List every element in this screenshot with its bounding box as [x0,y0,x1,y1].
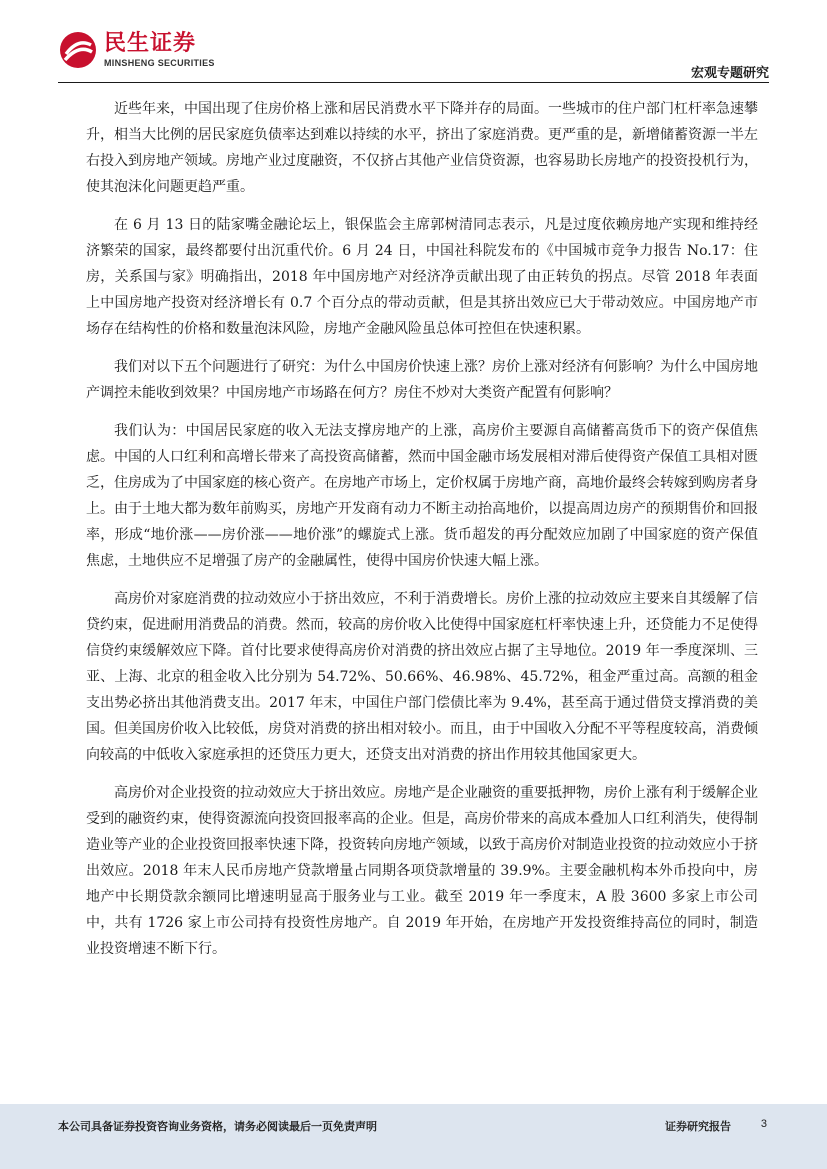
footer-disclaimer: 本公司具备证券投资咨询业务资格，请务必阅读最后一页免责声明 [58,1120,377,1133]
page-header [0,0,827,80]
paragraph-view: 我们认为：中国居民家庭的收入无法支撑房地产的上涨，高房价主要源自高储蓄高货币下的资产保值焦虑。中国的人口红利和高增长带来了高投资高储蓄，然而中国金融市场发展相对滞后使得资产保值工具相对匮乏，住房成为了中国家庭的核心资产。在房地产市场上，定价权属于房地产商，高地价最终会转嫁到购房者身上。由于土地大都为数年前购买，房地产开发商有动力不断主动抬高地价，以提高周边房产的预期售价和回报率，形成“地价涨——房价涨——地价涨”的螺旋式上涨。货币超发的再分配效应加剧了中国家庭的资产保值焦虑，土地供应不足增强了房产的金融属性，使得中国房价快速大幅上涨。 [86,423,758,569]
logo-chinese-name: 民生证券 [104,30,197,56]
footer-report-type: 证券研究报告 [665,1120,731,1133]
report-body [86,96,758,974]
company-logo [58,30,215,70]
minsheng-logo-icon [58,30,98,70]
page-number: 3 [760,1118,767,1130]
report-series-title: 宏观专题研究 [690,66,769,81]
logo-english-name: MINSHENG SECURITIES [104,57,215,68]
paragraph-forum: 在 6 月 13 日的陆家嘴金融论坛上，银保监会主席郭树清同志表示，凡是过度依赖房地产实现和维持经济繁荣的国家，最终都要付出沉重代价。6 月 24 日，中国社科院发布的《中国城市竞争力报告 No.17：住房，关系国与家》明确指出，2018 年中国房地产对经济净贡献出现了由正转负的拐点。尽管 2018 年表面上中国房地产投资对经济增长有 0.7 个百分点的带动贡献，但是其挤出效应已大于带动效应。中国房地产市场存在结构性的价格和数量泡沫风险，房地产金融风险虽总体可控但在快速积累。 [86,217,758,337]
paragraph-intro: 近些年来，中国出现了住房价格上涨和居民消费水平下降并存的局面。一些城市的住户部门杠杆率急速攀升，相当大比例的居民家庭负债率达到难以持续的水平，挤出了家庭消费。更严重的是，新增储蓄资源一半左右投入到房地产领域。房地产业过度融资，不仅挤占其他产业信贷资源，也容易助长房地产的投资投机行为，使其泡沫化问题更趋严重。 [86,101,758,195]
page-footer [0,1104,827,1169]
paragraph-consumption: 高房价对家庭消费的拉动效应小于挤出效应，不利于消费增长。房价上涨的拉动效应主要来自其缓解了信贷约束，促进耐用消费品的消费。然而，较高的房价收入比使得中国家庭杠杆率快速上升，还贷能力不足使得信贷约束缓解效应下降。首付比要求使得高房价对消费的挤出效应占据了主导地位。2019 年一季度深圳、三亚、上海、北京的租金收入比分别为 54.72%、50.66%、46.98%、45.72%，租金严重过高。高额的租金支出势必挤出其他消费支出。2017 年末，中国住户部门偿债比率为 9.4%，甚至高于通过借贷支撑消费的美国。但美国房价收入比较低，房贷对消费的挤出相对较小。而且，由于中国收入分配不平等程度较高，消费倾向较高的中低收入家庭承担的还贷压力更大，还贷支出对消费的挤出作用较其他国家更大。 [86,591,758,763]
header-divider [58,82,769,83]
paragraph-investment: 高房价对企业投资的拉动效应大于挤出效应。房地产是企业融资的重要抵押物，房价上涨有利于缓解企业受到的融资约束，使得资源流向投资回报率高的企业。但是，高房价带来的高成本叠加人口红利消失，使得制造业等产业的企业投资回报率快速下降，投资转向房地产领域，以致于高房价对制造业投资的拉动效应小于挤出效应。2018 年末人民币房地产贷款增量占同期各项贷款增量的 39.9%。主要金融机构本外币投向中，房地产中长期贷款余额同比增速明显高于服务业与工业。截至 2019 年一季度末，A 股 3600 多家上市公司中，共有 1726 家上市公司持有投资性房地产。自 2019 年开始，在房地产开发投资维持高位的同时，制造业投资增速不断下行。 [86,785,758,957]
paragraph-questions: 我们对以下五个问题进行了研究：为什么中国房价快速上涨？房价上涨对经济有何影响？为什么中国房地产调控未能收到效果？中国房地产市场路在何方？房住不炒对大类资产配置有何影响？ [86,359,758,401]
